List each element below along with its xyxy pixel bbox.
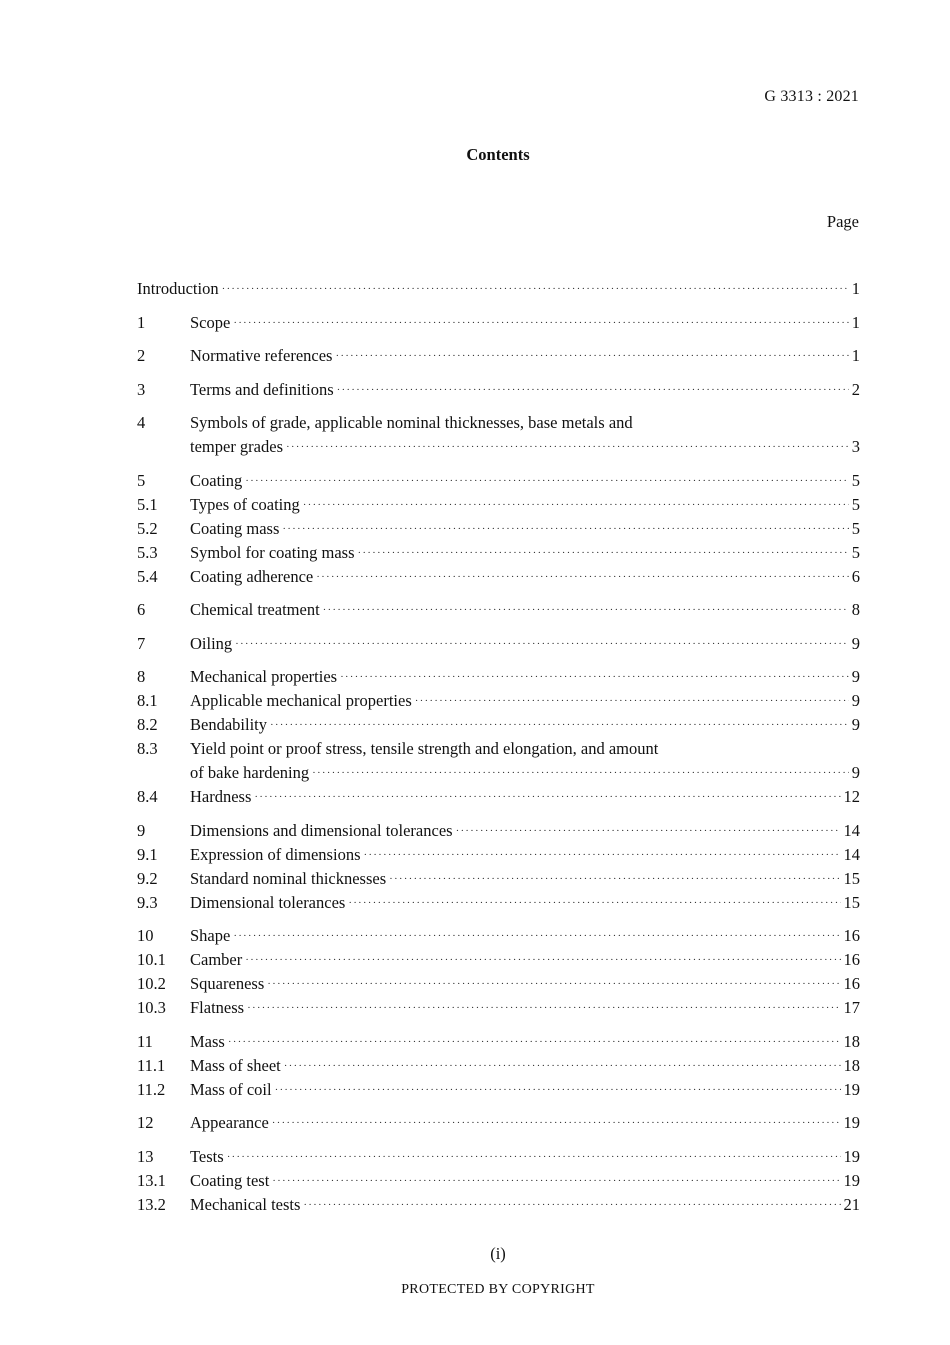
- toc-page-number: 9: [851, 691, 860, 710]
- toc-entry-label-continued: of bake hardening: [190, 763, 310, 782]
- toc-entry[interactable]: [137, 948, 860, 972]
- toc-entry-label: Introduction: [137, 279, 219, 298]
- toc-entry-label: Flatness: [190, 998, 245, 1017]
- toc-group: [137, 665, 860, 809]
- dot-leader: [247, 996, 840, 1020]
- toc-group: [137, 344, 860, 368]
- toc-entry-label: Squareness: [190, 974, 265, 993]
- toc-entry-label: Normative references: [190, 346, 333, 365]
- toc-entry[interactable]: [137, 689, 860, 713]
- toc-entry-number: 10: [137, 926, 154, 945]
- table-of-contents: [137, 277, 860, 1226]
- dot-leader: [222, 277, 849, 301]
- toc-entry-label: Types of coating: [190, 494, 300, 514]
- toc-entry[interactable]: [137, 924, 860, 948]
- dot-leader: [286, 435, 849, 459]
- toc-entry-label: Shape: [190, 926, 231, 945]
- page-title: Contents: [466, 145, 530, 164]
- toc-entry-number: 5.2: [137, 518, 158, 538]
- toc-page-number: 16: [843, 926, 860, 945]
- toc-entry-number: 11.1: [137, 1055, 166, 1075]
- toc-entry-label: Expression of dimensions: [190, 844, 361, 864]
- toc-entry-label: Chemical treatment: [190, 600, 320, 619]
- toc-entry-label: Mechanical tests: [190, 1194, 301, 1214]
- toc-entry-label: Standard nominal thicknesses: [190, 868, 387, 888]
- toc-group: [137, 277, 860, 301]
- toc-page-number: 16: [843, 950, 860, 969]
- toc-entry[interactable]: [137, 819, 860, 843]
- toc-entry-number: 11: [137, 1031, 153, 1051]
- toc-entry-number: 5: [137, 470, 146, 490]
- toc-entry-label: Mass of sheet: [190, 1055, 281, 1075]
- toc-page-number: 8: [851, 600, 860, 619]
- toc-entry[interactable]: [137, 996, 860, 1020]
- toc-page-number: 18: [843, 1031, 860, 1051]
- dot-leader: [335, 344, 848, 368]
- page-folio: (i): [490, 1244, 506, 1263]
- toc-entry[interactable]: [137, 411, 860, 435]
- toc-entry[interactable]: [137, 891, 860, 915]
- toc-entry-number: 7: [137, 633, 146, 653]
- toc-entry-label: Symbol for coating mass: [190, 542, 355, 562]
- toc-entry-label: Dimensional tolerances: [190, 892, 346, 912]
- toc-page-number: 5: [851, 494, 860, 514]
- toc-entry-number: 10.1: [137, 950, 166, 969]
- toc-page-number: 6: [851, 566, 860, 586]
- toc-page-number: 9: [851, 633, 860, 653]
- toc-entry-label: Applicable mechanical properties: [190, 691, 412, 710]
- toc-entry-number: 10.3: [137, 998, 166, 1017]
- toc-entry[interactable]: [137, 493, 860, 517]
- toc-entry-label: Mechanical properties: [190, 667, 338, 686]
- dot-leader: [348, 891, 840, 915]
- toc-page-number: 21: [843, 1194, 860, 1214]
- toc-entry-label: Camber: [190, 950, 243, 969]
- dot-leader: [245, 469, 849, 493]
- dot-leader: [415, 689, 849, 713]
- toc-entry-number: 9.3: [137, 892, 158, 912]
- toc-entry-label: Hardness: [190, 787, 252, 806]
- toc-page-number: 15: [843, 868, 860, 888]
- toc-entry[interactable]: [137, 469, 860, 493]
- copyright-notice: PROTECTED BY COPYRIGHT: [401, 1282, 595, 1297]
- toc-entry[interactable]: [137, 1169, 860, 1193]
- toc-page-number: 12: [843, 787, 860, 806]
- toc-page-number: 19: [843, 1146, 860, 1166]
- toc-entry[interactable]: [137, 598, 860, 622]
- toc-entry[interactable]: [137, 541, 860, 565]
- dot-leader: [272, 1169, 840, 1193]
- toc-entry-label: Tests: [190, 1146, 224, 1166]
- dot-leader: [228, 1030, 841, 1054]
- toc-entry-number: 8.1: [137, 691, 158, 710]
- toc-page-number: 16: [843, 974, 860, 993]
- dot-leader: [275, 1078, 841, 1102]
- toc-entry-number: 1: [137, 312, 146, 332]
- toc-entry-label: Symbols of grade, applicable nominal thicknesses, base metals and: [190, 413, 633, 432]
- dot-leader: [303, 493, 849, 517]
- toc-entry-number: 5.1: [137, 494, 158, 514]
- toc-entry[interactable]: [137, 737, 860, 761]
- toc-entry-label: Coating: [190, 470, 243, 490]
- toc-entry-number: 8.3: [137, 739, 158, 758]
- toc-page-number: 1: [851, 312, 860, 332]
- toc-group: [137, 1030, 860, 1102]
- toc-entry-number: 13: [137, 1146, 154, 1166]
- toc-entry-number: 13.2: [137, 1194, 166, 1214]
- toc-page-number: 9: [851, 667, 860, 686]
- toc-group: [137, 1111, 860, 1135]
- dot-leader: [245, 948, 840, 972]
- toc-entry-number: 8: [137, 667, 146, 686]
- toc-entry-label: Oiling: [190, 633, 233, 653]
- toc-entry-label: Dimensions and dimensional tolerances: [190, 820, 453, 840]
- dot-leader: [267, 972, 840, 996]
- page-column-heading: Page: [826, 212, 859, 231]
- toc-entry-number: 10.2: [137, 974, 166, 993]
- dot-leader: [227, 1145, 841, 1169]
- toc-page-number: 9: [851, 715, 860, 734]
- toc-entry[interactable]: [137, 713, 860, 737]
- toc-entry-number: 6: [137, 600, 146, 619]
- toc-entry[interactable]: [137, 1145, 860, 1169]
- toc-entry[interactable]: [137, 1111, 860, 1135]
- toc-entry-label: Coating adherence: [190, 566, 314, 586]
- toc-entry-number: 9.2: [137, 868, 158, 888]
- toc-entry-label: Bendability: [190, 715, 267, 734]
- toc-entry-continuation[interactable]: [137, 761, 860, 785]
- dot-leader: [364, 843, 841, 867]
- toc-page-number: 14: [843, 844, 860, 864]
- toc-entry-number: 9.1: [137, 844, 158, 864]
- toc-group: [137, 311, 860, 335]
- toc-entry-label: Yield point or proof stress, tensile strength and elongation, and amount: [190, 739, 659, 758]
- toc-entry-number: 8.4: [137, 787, 158, 806]
- toc-page-number: 1: [851, 279, 860, 298]
- toc-page-number: 3: [851, 437, 860, 456]
- toc-entry[interactable]: [137, 517, 860, 541]
- dot-leader: [337, 378, 849, 402]
- toc-group: [137, 924, 860, 1020]
- toc-page-number: 14: [843, 820, 860, 840]
- dot-leader: [282, 517, 848, 541]
- toc-page-number: 17: [843, 998, 860, 1017]
- toc-page-number: 5: [851, 542, 860, 562]
- toc-entry[interactable]: [137, 785, 860, 809]
- toc-entry[interactable]: [137, 665, 860, 689]
- dot-leader: [233, 311, 848, 335]
- toc-entry[interactable]: [137, 1078, 860, 1102]
- toc-entry-number: 11.2: [137, 1079, 166, 1099]
- toc-entry-label: Appearance: [190, 1113, 269, 1132]
- toc-entry-number: 5.3: [137, 542, 158, 562]
- toc-entry[interactable]: [137, 344, 860, 368]
- document-id: G 3313 : 2021: [764, 88, 859, 105]
- toc-entry-number: 4: [137, 413, 146, 432]
- toc-page-number: 18: [843, 1055, 860, 1075]
- dot-leader: [235, 632, 849, 656]
- dot-leader: [254, 785, 840, 809]
- toc-entry-label: Mass of coil: [190, 1079, 272, 1099]
- toc-entry[interactable]: [137, 1193, 860, 1217]
- dot-leader: [316, 565, 849, 589]
- dot-leader: [303, 1193, 840, 1217]
- toc-entry-number: 8.2: [137, 715, 158, 734]
- toc-page-number: 2: [851, 379, 860, 399]
- toc-entry-label: Scope: [190, 312, 231, 332]
- dot-leader: [389, 867, 840, 891]
- toc-group: [137, 632, 860, 656]
- toc-entry-number: 9: [137, 820, 146, 840]
- toc-entry-label: Coating mass: [190, 518, 280, 538]
- toc-group: [137, 411, 860, 459]
- toc-page-number: 9: [851, 763, 860, 782]
- toc-entry-number: 12: [137, 1113, 154, 1132]
- toc-page-number: 15: [843, 892, 860, 912]
- toc-entry[interactable]: [137, 1030, 860, 1054]
- toc-group: [137, 469, 860, 589]
- dot-leader: [233, 924, 840, 948]
- toc-entry-continuation[interactable]: [137, 435, 860, 459]
- dot-leader: [358, 541, 849, 565]
- toc-entry[interactable]: [137, 972, 860, 996]
- toc-page-number: 5: [851, 470, 860, 490]
- toc-entry[interactable]: [137, 311, 860, 335]
- dot-leader: [284, 1054, 841, 1078]
- toc-entry-label: Terms and definitions: [190, 379, 334, 399]
- toc-entry[interactable]: [137, 867, 860, 891]
- toc-entry-label-continued: temper grades: [190, 437, 283, 456]
- toc-entry[interactable]: [137, 632, 860, 656]
- toc-entry-number: 5.4: [137, 566, 158, 586]
- toc-group: [137, 819, 860, 915]
- toc-group: [137, 1145, 860, 1217]
- toc-entry-label: Coating test: [190, 1170, 270, 1190]
- toc-page-number: 19: [843, 1079, 860, 1099]
- toc-entry[interactable]: [137, 378, 860, 402]
- dot-leader: [272, 1111, 841, 1135]
- toc-page-number: 19: [843, 1170, 860, 1190]
- toc-page-number: 1: [851, 346, 860, 365]
- toc-entry-label: Mass: [190, 1031, 225, 1051]
- toc-page-number: 19: [843, 1113, 860, 1132]
- toc-entry[interactable]: [137, 1054, 860, 1078]
- toc-entry[interactable]: [137, 565, 860, 589]
- dot-leader: [456, 819, 841, 843]
- toc-entry[interactable]: [137, 277, 860, 301]
- dot-leader: [340, 665, 849, 689]
- toc-entry[interactable]: [137, 843, 860, 867]
- toc-group: [137, 598, 860, 622]
- dot-leader: [323, 598, 849, 622]
- toc-entry-number: 2: [137, 346, 146, 365]
- toc-entry-number: 13.1: [137, 1170, 166, 1190]
- toc-group: [137, 378, 860, 402]
- toc-entry-number: 3: [137, 379, 146, 399]
- toc-page-number: 5: [851, 518, 860, 538]
- dot-leader: [312, 761, 849, 785]
- dot-leader: [270, 713, 849, 737]
